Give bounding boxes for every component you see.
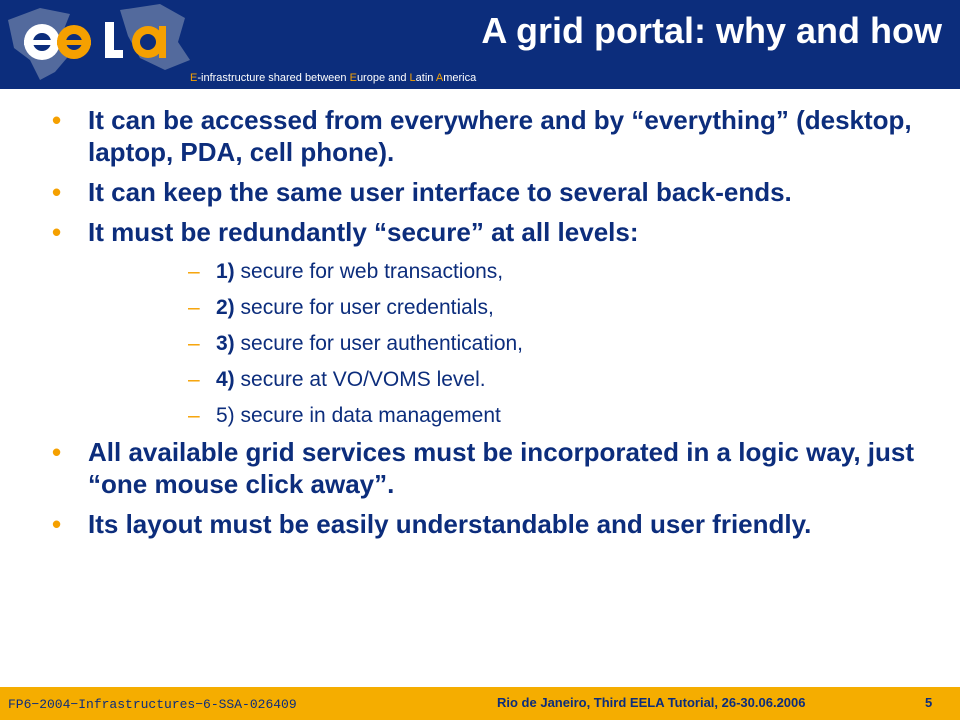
bullet-item: [0, 104, 960, 168]
sub-bullet-marker: –: [188, 404, 200, 427]
page-number: 5: [925, 695, 933, 710]
eela-logo: [0, 0, 200, 89]
bullet-item: [0, 508, 960, 540]
bullet-text: It can keep the same user interface to several back-ends.: [88, 177, 792, 207]
sub-bullet-text: secure in data management: [234, 404, 501, 427]
slide-content: [0, 100, 960, 540]
sub-bullet-text: secure for user credentials,: [234, 296, 494, 319]
sub-bullet-number: 5): [216, 404, 235, 427]
tagline: E-infrastructure shared between Europe and Latin America: [190, 72, 477, 84]
sub-bullet-text: secure for web transactions,: [234, 260, 504, 283]
bullet-marker: •: [52, 217, 62, 247]
bullet-text: It must be redundantly “secure” at all levels:: [88, 217, 639, 247]
sub-bullet-item: [88, 326, 920, 362]
sub-bullet-number: 3): [216, 332, 235, 355]
bullet-text: Its layout must be easily understandable and user friendly.: [88, 509, 812, 539]
bullet-marker: •: [52, 105, 62, 135]
footer-project-code: FP6−2004−Infrastructures−6-SSA-026409: [8, 697, 297, 712]
bullet-text: It can be accessed from everywhere and by “everything” (desktop, laptop, PDA, cell phone).: [88, 105, 912, 167]
slide-footer: [0, 687, 960, 720]
sub-bullet-item: [88, 362, 920, 398]
bullet-item: [0, 436, 960, 500]
bullet-list: [0, 104, 960, 540]
sub-bullet-number: 2): [216, 296, 235, 319]
slide-header: [0, 0, 960, 89]
sub-bullet-number: 1): [216, 260, 235, 283]
sub-bullet-item: [88, 290, 920, 326]
bullet-marker: •: [52, 177, 62, 207]
sub-bullet-marker: –: [188, 260, 200, 283]
footer-event: Rio de Janeiro, Third EELA Tutorial, 26-30.06.2006: [497, 695, 806, 710]
sub-bullet-text: secure at VO/VOMS level.: [234, 368, 486, 391]
bullet-item: [0, 176, 960, 208]
eela-logo-graphic: [0, 0, 200, 89]
slide-title: A grid portal: why and how: [481, 10, 942, 51]
sub-bullet-text: secure for user authentication,: [234, 332, 524, 355]
sub-bullet-item: [88, 398, 920, 434]
sub-bullet-marker: –: [188, 332, 200, 355]
bullet-marker: •: [52, 509, 62, 539]
sub-bullet-marker: –: [188, 296, 200, 319]
sub-bullet-number: 4): [216, 368, 235, 391]
bullet-marker: •: [52, 437, 62, 467]
bullet-text: All available grid services must be incorporated in a logic way, just “one mouse click away”.: [88, 437, 915, 499]
bullet-item: [0, 216, 960, 434]
sub-bullet-list: [88, 254, 920, 434]
sub-bullet-item: [88, 254, 920, 290]
sub-bullet-marker: –: [188, 368, 200, 391]
